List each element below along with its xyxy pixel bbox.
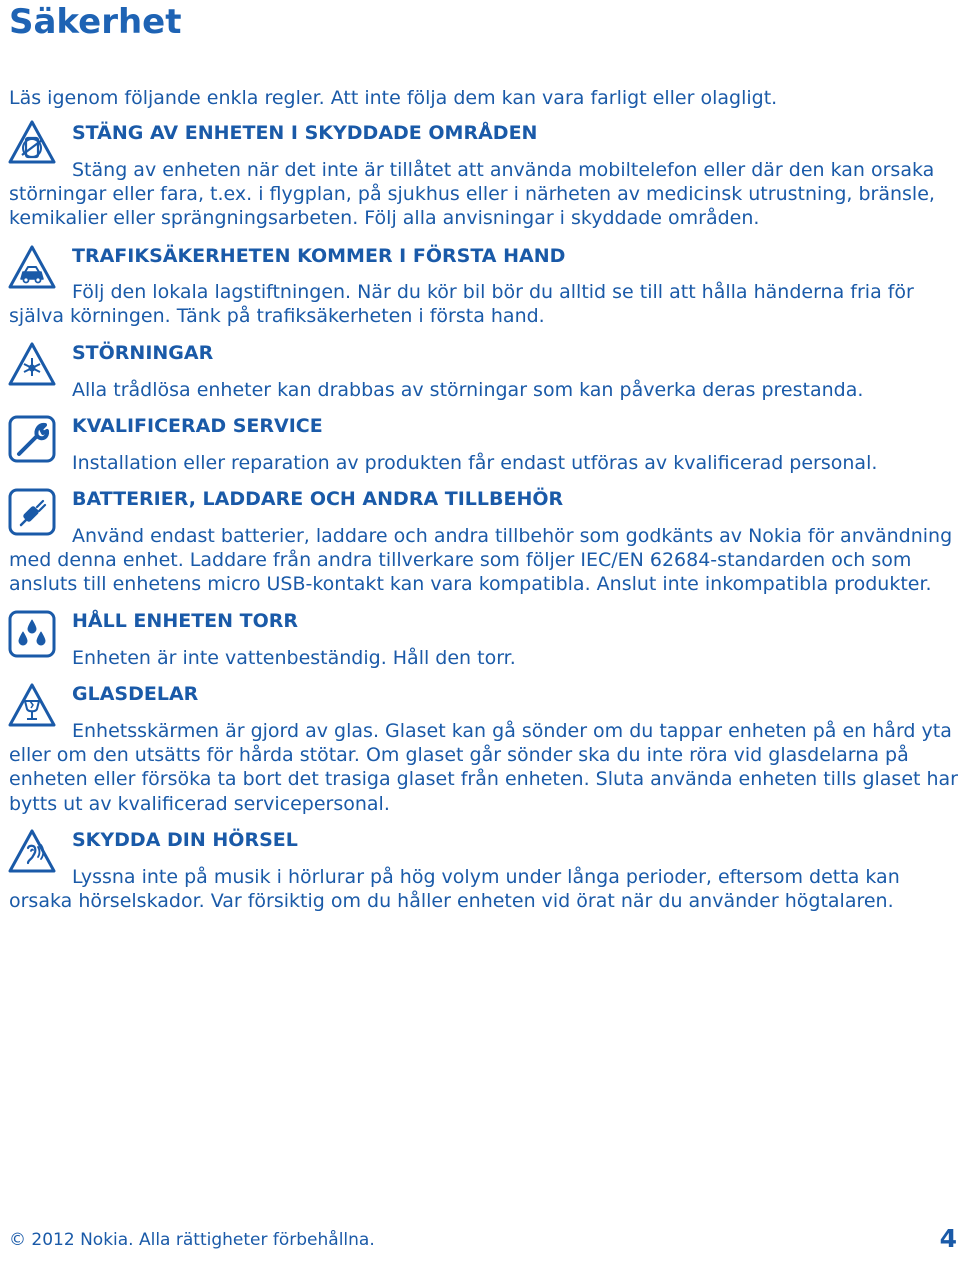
section-body: Följ den lokala lagstiftningen. När du kör bil bör du alltid se till att hålla händerna fria för själva körningen. Tänk på trafiksäkerheten i första hand. <box>9 281 914 328</box>
section-body: Stäng av enheten när det inte är tillåtet att använda mobiltelefon eller där den kan orsaka störningar eller fara, t.ex. i flygplan, på sjukhus eller i närheten av medicinsk utrustning, bränsle, kemikalier eller sprängningsarbeten. Följ alla anvisningar i skyddade områden. <box>9 159 935 230</box>
section-heading: STÖRNINGAR <box>72 342 214 364</box>
section-body: Alla trådlösa enheter kan drabbas av störningar som kan påverka deras prestanda. <box>72 379 864 401</box>
section-heading: SKYDDA DIN HÖRSEL <box>72 829 298 851</box>
section-heading: KVALIFICERAD SERVICE <box>72 415 323 437</box>
footer-copyright: © 2012 Nokia. Alla rättigheter förbehållna. <box>9 1230 375 1250</box>
section-heading: HÅLL ENHETEN TORR <box>72 610 299 632</box>
page-title: Säkerhet <box>9 2 182 42</box>
section-body: Enheten är inte vattenbeständig. Håll den torr. <box>72 647 516 669</box>
section-body: Använd endast batterier, laddare och andra tillbehör som godkänts av Nokia för användning med denna enhet. Laddare från andra tillverkare som följer IEC/EN 62684-standarden och som ansluts till enhetens micro USB-kontakt kan vara kompatibla. Anslut inte inkompatibla produkter. <box>9 525 953 596</box>
section-heading: STÄNG AV ENHETEN I SKYDDADE OMRÅDEN <box>72 122 538 144</box>
section-body: Installation eller reparation av produkten får endast utföras av kvalificerad personal. <box>72 452 878 474</box>
section-body: Enhetsskärmen är gjord av glas. Glaset kan gå sönder om du tappar enheten på en hård yta eller om den utsätts för hårda stötar. Om glaset går sönder ska du inte röra vid glasdelarna på enheten eller försöka ta bort det trasiga glaset från enheten. Sluta använda enheten tills glaset har bytts ut av kvalificerad servicepersonal. <box>9 720 958 815</box>
section-heading: BATTERIER, LADDARE OCH ANDRA TILLBEHÖR <box>72 488 564 510</box>
page-number: 4 <box>939 1224 957 1253</box>
section-heading: TRAFIKSÄKERHETEN KOMMER I FÖRSTA HAND <box>72 245 566 267</box>
section-body: Lyssna inte på musik i hörlurar på hög volym under långa perioder, eftersom detta kan orsaka hörselskador. Var försiktig om du håller enheten vid örat när du använder högtalaren. <box>9 866 900 913</box>
section-heading: GLASDELAR <box>72 683 199 705</box>
intro-text: Läs igenom följande enkla regler. Att inte följa dem kan vara farligt eller olagligt. <box>9 87 778 109</box>
